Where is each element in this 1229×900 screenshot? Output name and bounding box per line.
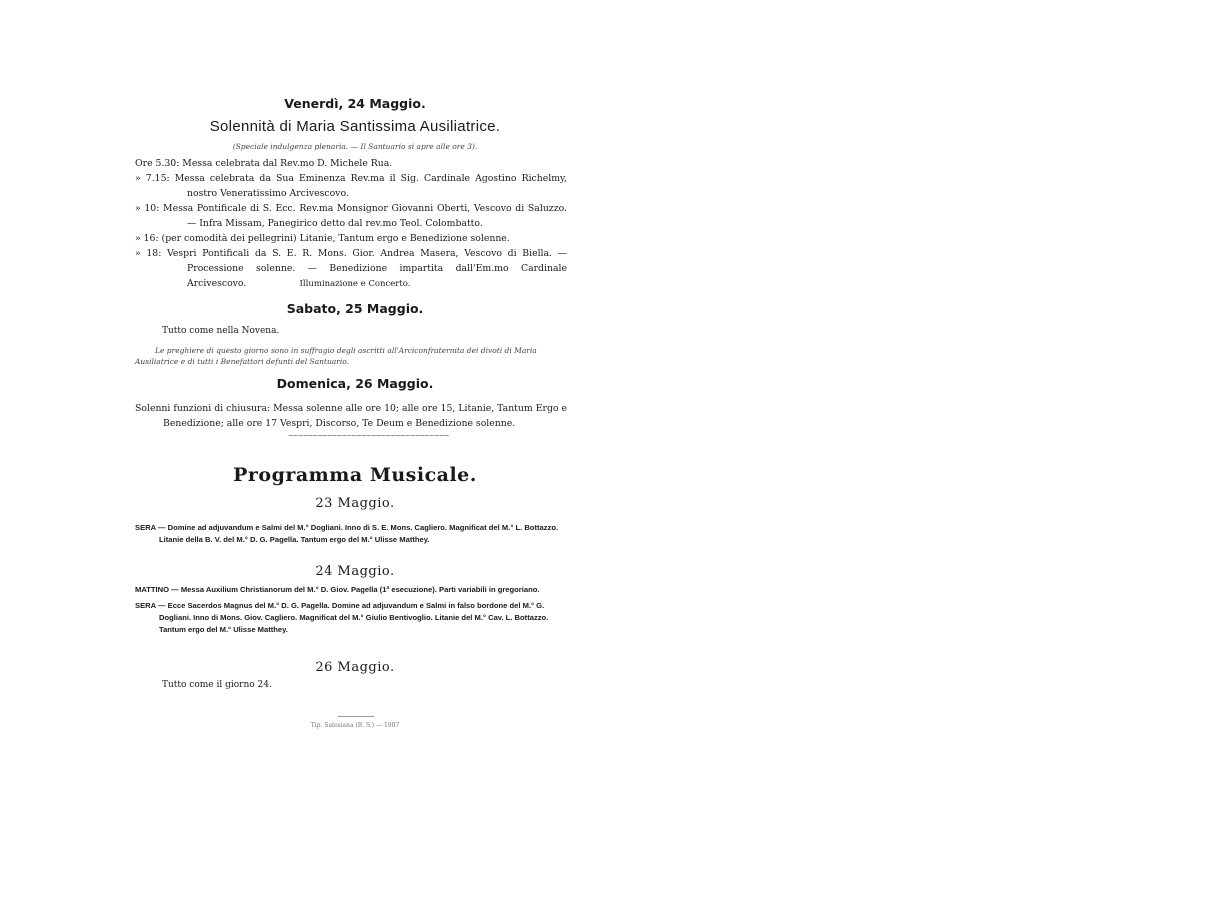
friday-schedule [135, 156, 567, 291]
saturday-text: Tutto come nella Novena. [162, 326, 280, 336]
solemnity-title: Solennità di Maria Santissima Ausiliatrice. [209, 118, 501, 135]
music-day-23 [135, 522, 567, 546]
friday-note: (Speciale indulgenza plenaria. — Il Santuario si apre alle ore 3). [232, 142, 478, 151]
printer-footer: Tip. Salesiana (B. S.) — 1907 [310, 722, 400, 729]
sunday-heading: Domenica, 26 Maggio. [276, 376, 434, 391]
music-day-24 [135, 584, 567, 636]
music-day-heading: 23 Maggio. [315, 496, 395, 511]
music-day-heading: 26 Maggio. [315, 660, 395, 675]
program-page [110, 70, 600, 740]
saturday-heading: Sabato, 25 Maggio. [286, 301, 424, 316]
schedule-item: Ore 5.30: Messa celebrata dal Rev.mo D. Michele Rua. [135, 158, 393, 169]
wavy-divider: ~~~~~~~~~~~~~~~~~~~~~~~~~~~~~~~~~ [288, 432, 449, 440]
music-program-title: Programma Musicale. [233, 464, 477, 486]
schedule-item: » 7.15: Messa celebrata da Sua Eminenza Rev.ma il Sig. Cardinale Agostino Richelmy, nostro Veneratissimo Arcivescovo. [135, 173, 567, 199]
music-entry: SERA — Domine ad adjuvandum e Salmi del M.° Dogliani. Inno di S. E. Mons. Cagliero. Magnificat del M.° L. Bottazzo. Litanie della B. V. del M.° D. G. Pagella. Tantum ergo del M.° Ulisse Matthey. [135, 523, 559, 544]
friday-heading: Venerdì, 24 Maggio. [284, 96, 426, 111]
schedule-item: » 10: Messa Pontificale di S. Ecc. Rev.ma Monsignor Giovanni Oberti, Vescovo di Saluzzo. — Infra Missam, Panegirico detto dal rev.mo Teol. Colombatto. [135, 203, 567, 229]
saturday-note: Le preghiere di questo giorno sono in suffragio degli ascritti all'Arciconfraternita dei divoti di Maria Ausiliatrice e di tutti i Benefattori defunti del Santuario. [135, 346, 537, 366]
friday-closing: Illuminazione e Concerto. [299, 279, 411, 289]
sunday-text: Solenni funzioni di chiusura: Messa solenne alle ore 10; alle ore 15, Litanie, Tantum Ergo e Benedizione; alle ore 17 Vespri, Discorso, Te Deum e Benedizione solenne. [135, 403, 567, 429]
music-entry: SERA — Ecce Sacerdos Magnus del M.° D. G. Pagella. Domine ad adjuvandum e Salmi in falso bordone del M.° G. Dogliani. Inno di Mons. Giov. Cagliero. Magnificat del M.° Giulio Bentivoglio. Litanie del M.° Cav. L. Bottazzo. Tantum ergo del M.° Ulisse Matthey. [135, 601, 549, 634]
music-day-26-text: Tutto come il giorno 24. [162, 680, 272, 690]
footer-rule [338, 716, 374, 717]
schedule-item: » 16: (per comodità dei pellegrini) Litanie, Tantum ergo e Benedizione solenne. [135, 233, 510, 244]
sunday-schedule [135, 401, 567, 431]
music-day-heading: 24 Maggio. [315, 564, 395, 579]
music-entry: MATTINO — Messa Auxilium Christianorum del M.° D. Giov. Pagella (1ª esecuzione). Parti variabili in gregoriano. [135, 585, 540, 594]
schedule-item: » 18: Vespri Pontificali da S. E. R. Mons. Gior. Andrea Masera, Vescovo di Biella. — Processione solenne. — Benedizione impartita dall'Em.mo Cardinale Arcivescovo. [135, 248, 567, 289]
